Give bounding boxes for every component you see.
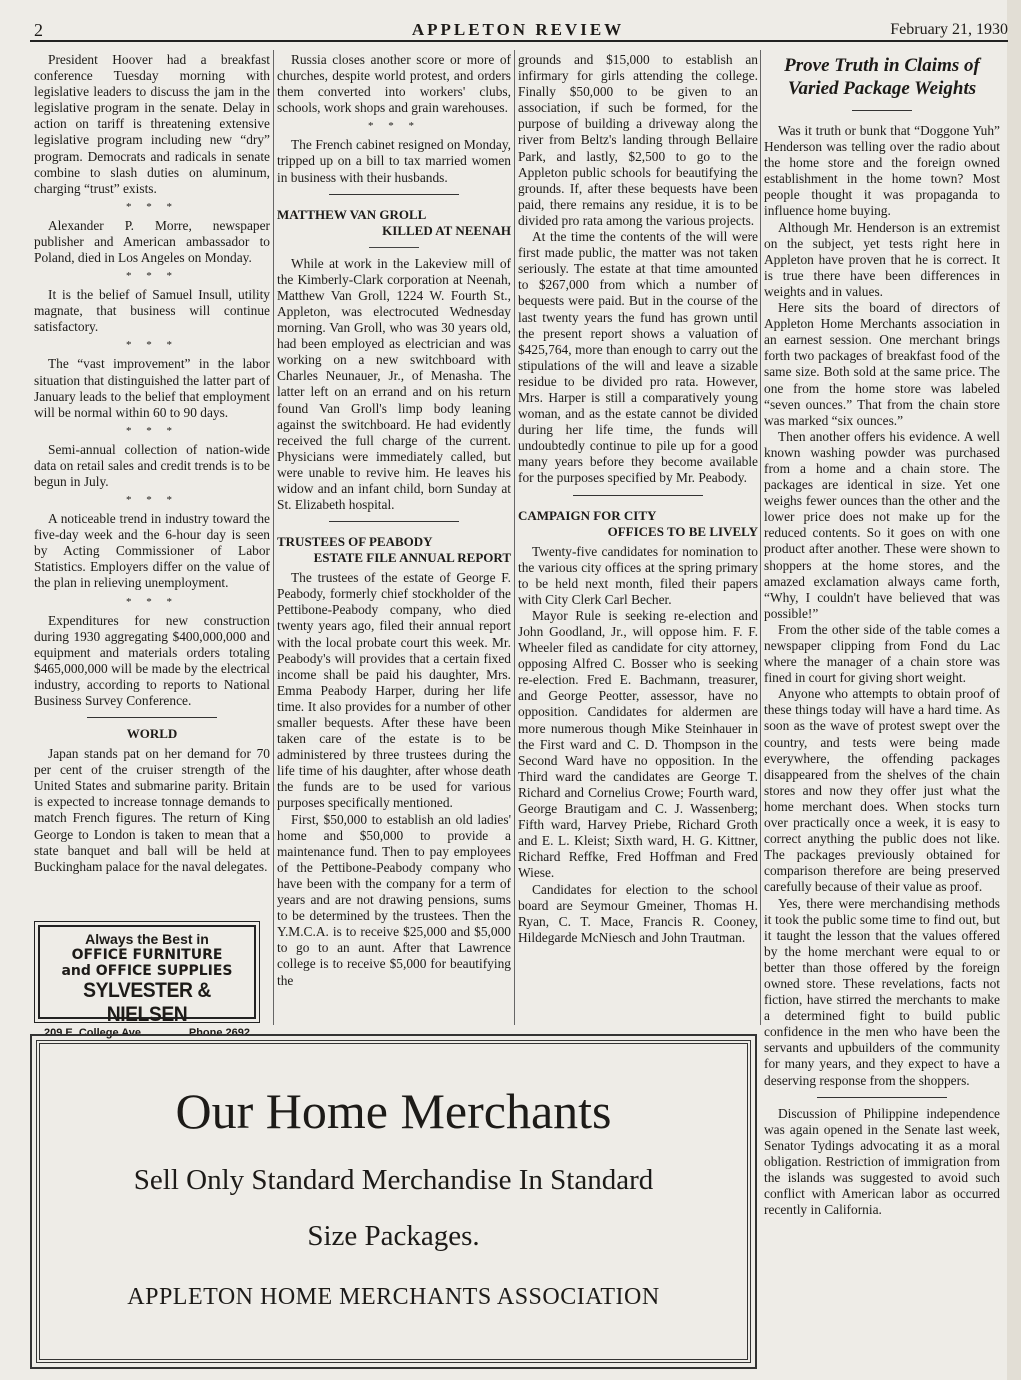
article-paragraph: Anyone who attempts to obtain proof of these things today will have a hard time. As soon as the wave of protest swept over the country, and tests were being made everywhere, the offending packages disappeared from the shelves of the chain stores and now they offer just what the home merchant does. When stocks turn over practically once a week, it is easy to correct anything the public does not like. The packages previously obtained for comparison therefore are being preserved carefully because of their value as proof. <box>764 686 1000 895</box>
ad-tagline: Always the Best in <box>85 931 209 947</box>
home-merchants-ad <box>30 1034 757 1369</box>
article-title <box>764 54 1000 100</box>
news-item: Japan stands pat on her demand for 70 per cent of the cruiser strength of the United States and submarine parity. Britain is expected to increase tonnage demands to match French figures. The return of King George to London is taken to mean that a state banquet and ball will be held at Buckingham palace for the naval delegates. <box>34 746 270 874</box>
section-rule <box>329 194 459 195</box>
headline-line: TRUSTEES OF PEABODY <box>277 534 433 550</box>
headline-line: ESTATE FILE ANNUAL REPORT <box>313 550 511 566</box>
news-item: The “vast improvement” in the labor situation that distinguished the latter part of January leads to the belief that employment will be normal within 60 to 90 days. <box>34 356 270 420</box>
column-package-weights <box>764 52 1000 1218</box>
news-item: Alexander P. Morre, newspaper publisher and American ambassador to Poland, died in Los Angeles on Monday. <box>34 217 270 266</box>
section-rule <box>573 495 703 496</box>
news-item: President Hoover had a breakfast conference Tuesday morning with legislative leaders to discuss the jam in the legislative program in the senate. Delay in action on tariff is threatening extensive legislative program including new “dry” program. Democrats and radicals in senate combine to slash duties on aluminum, charging “trust” exists. <box>34 52 270 196</box>
page-header <box>28 14 1008 40</box>
article-paragraph: Candidates for election to the school board are Seymour Gmeiner, Thomas H. Ryan, C. T. Mace, Francis R. Cooney, Hildegarde McNiesch and John Trautman. <box>518 881 758 945</box>
headline-peabody-estate <box>277 534 511 566</box>
separator-stars: * * * <box>126 200 178 213</box>
ad-signature: APPLETON HOME MERCHANTS ASSOCIATION <box>127 1284 660 1310</box>
world-heading: WORLD <box>126 726 178 742</box>
separator-stars: * * * <box>126 339 178 352</box>
ad-line: OFFICE FURNITURE <box>71 947 223 963</box>
separator-stars: * * * <box>126 595 178 608</box>
masthead: APPLETON REVIEW <box>411 20 625 39</box>
separator-stars: * * * <box>368 120 420 133</box>
header-rule <box>30 40 1008 42</box>
article-paragraph: Twenty-five candidates for nomination to the various city offices at the spring primary to be held next month, filed their papers with City Clerk Carl Becher. <box>518 543 758 607</box>
column-world-local <box>277 52 511 989</box>
separator-stars: * * * <box>126 424 178 437</box>
article-paragraph: Mayor Rule is seeking re-election and John Goodland, Jr., will oppose him. F. F. Wheeler filed as candidate for city attorney, opposing Alfred C. Bosser who is seeking re-election. Fred E. Bachmann, treasurer, and George Peotter, assessor, have no opposition. Candidates for aldermen are more numerous though Mike Steinhauer in the First ward and C. D. Thompson in the Second Ward have no opposition. In the Third ward the candidates are George T. Richard and Cornelius Crowe; Fourth ward, George Brautigam and C. J. Wassenberg; Fifth ward, Harvey Priebe, Richard Groth and E. L. Kleist; Sixth ward, H. G. Kittner, Richard Reffke, Fred Hoffman and Fred Wiese. <box>518 607 758 881</box>
headline-line: KILLED AT NEENAH <box>382 222 511 238</box>
article-paragraph: While at work in the Lakeview mill of the Kimberly-Clark corporation at Neenah, Matthew Van Groll, 1224 W. Fourth St., Appleton, was electrocuted Wednesday morning. Van Groll, who was 30 years old, had been employed as electrician and was working on a new switchboard with Charles Neunauer, Jr., of Menasha. The latter left on an errand and on his return found Van Groll's limp body leaning against the switchboard. He had evidently received the full charge of the current. Physicians were immediately called, but were unable to revive him. He leaves his widow and an infant child, born Sunday at St. Elizabeth hospital. <box>277 255 511 513</box>
ad-subhead: Sell Only Standard Merchandise In Standard <box>133 1164 654 1196</box>
news-item: Russia closes another score or more of churches, despite world protest, and orders them converted into workers' clubs, schools, work shops and grain warehouses. <box>277 52 511 116</box>
title-line: Prove Truth in Claims of <box>784 55 980 76</box>
article-paragraph: At the time the contents of the will were first made public, the matter was not taken seriously. The estate at that time amounted to $267,000 from which a number of bequests were paid. But in the course of the last twenty years the fund has grown until the present report shows a valuation of $425,764, more than enough to carry out the stipulations of the will and leave a sizable residue to be divided pro rata. However, Mrs. Harper is still a comparatively young woman, and as the estate cannot be divided during her life time, the funds will undoubtedly continue to pile up for a good many years before they become available for the purposes specified by Mr. Peabody. <box>518 229 758 486</box>
column-divider <box>514 50 515 1025</box>
article-paragraph: First, $50,000 to establish an old ladies' home and $50,000 to provide a maintenance fund. Then to pay employees of the Pettibone-Peabody company who have been with the company for a term of years and are not drawing pensions, sums to be determined by the trustees. Then the Y.M.C.A. is to receive $25,000 and $5,000 to go to an aunt. After that Lawrence college is to receive $5,000 for beautifying the <box>277 811 511 988</box>
article-paragraph: Here sits the board of directors of Appleton Home Merchants association in an earnest session. One merchant brings forth two packages of breakfast food of the same size. Both sold at the same price. The one from the home store was labeled “seven ounces.” That from the chain store was marked “six ounces.” <box>764 300 1000 428</box>
title-line: Varied Package Weights <box>787 78 977 99</box>
page-number: 2 <box>34 20 43 40</box>
headline-van-groll <box>277 207 511 239</box>
separator-stars: * * * <box>126 270 178 283</box>
office-furniture-ad <box>34 921 260 1039</box>
ad-address: 209 E. College Ave. <box>44 1027 145 1039</box>
news-item: Expenditures for new construction during 1930 aggregating $400,000,000 and equipment and materials orders totaling $465,000,000 will be made by the electrical industry, according to reports to National Business Survey Conference. <box>34 612 270 708</box>
column-local-news <box>518 52 758 946</box>
section-rule <box>329 521 459 522</box>
headline-line: MATTHEW VAN GROLL <box>277 206 427 222</box>
column-national-news <box>34 52 270 875</box>
article-paragraph: grounds and $15,000 to establish an infirmary for girls attending the college. Finally $50,000 to be given to an association, if such be formed, for the purpose of building a driveway along the river from Beltz's landing through Bellaire Park, and lastly, $2,500 to go to the Appleton public schools for beautifying the grounds. If, after these bequests have been paid, there remains any residue, it is to be divided pro rata among the various projects. <box>518 52 758 228</box>
short-rule <box>369 247 419 248</box>
section-rule <box>817 1097 947 1098</box>
section-rule <box>852 110 912 111</box>
article-paragraph: Then another offers his evidence. A well known washing powder was purchased from a home and a chain store. The packages are identical in size. Yet one weighs fewer ounces than the other and the lower price does not make up for the reduced contents. So it goes on with one product after another. These were shown to shoppers at the home stores, and the amazed exclamation always came forth, “Why, I couldn't have believed that was possible!” <box>764 428 1000 621</box>
page-edge <box>1007 0 1021 1380</box>
article-paragraph: Was it truth or bunk that “Doggone Yuh” Henderson was telling over the radio about the home store and the foreign owned establishment in the home town? Most people thought it was propaganda to influence home buying. <box>764 123 1000 219</box>
article-paragraph: Although Mr. Henderson is an extremist on the subject, yet tests right here in Appleton have proven that he is correct. It is true there have been differences in weights and in values. <box>764 219 1000 299</box>
news-item: It is the belief of Samuel Insull, utility magnate, that business will continue satisfactory. <box>34 287 270 335</box>
headline-line: CAMPAIGN FOR CITY <box>518 507 657 523</box>
ad-line: and OFFICE SUPPLIES <box>61 963 233 979</box>
section-rule <box>87 717 217 718</box>
separator-stars: * * * <box>126 494 178 507</box>
ad-company-name: SYLVESTER & NIELSEN <box>83 979 211 1026</box>
article-paragraph: The trustees of the estate of George F. Peabody, formerly chief stockholder of the Pettibone-Peabody company, who died twenty years ago, filed their annual report with the local probate court this week. Mr. Peabody's will provides that a certain fixed income shall be paid his daughter, Mrs. Emma Peabody Harper, during her life time. It also provides for a number of other smaller bequests. After these have been taken care of the estate is to be administered by three trustees during the life time of his daughter, after whose death the funds are to be used for various purposes specifically mentioned. <box>277 570 511 811</box>
news-item: Discussion of Philippine independence was again opened in the Senate last week, Senator Tydings advocating it as a moral obligation. Restriction of immigration from the islands was suggested to avoid such conflict with American labor as occurred recently in California. <box>764 1105 1000 1218</box>
news-item: Semi-annual collection of nation-wide data on retail sales and credit trends is to be begun in July. <box>34 441 270 489</box>
article-paragraph: Yes, there were merchandising methods it took the public some time to find out, but it taught the lesson that the values offered by the home merchant were equal to or better than those offered by the foreign owned store. These revelations, facts not fiction, have stirred the merchants to make a determined fight to build public confidence in the men who have been the servants and upbuilders of the community for many years, and they expect to have a deserving response from the shoppers. <box>764 895 1000 1088</box>
issue-date: February 21, 1930 <box>890 21 1008 38</box>
article-paragraph: From the other side of the table comes a newspaper clipping from Fond du Lac where the manager of a chain store was fined in court for giving short weight. <box>764 621 1000 686</box>
news-item: A noticeable trend in industry toward the five-day week and the 6-hour day is seen by Acting Commissioner of Labor Statistics. Employers differ on the value of the plan in relieving unemployment. <box>34 511 270 591</box>
news-item: The French cabinet resigned on Monday, tripped up on a bill to tax married women in business with their husbands. <box>277 137 511 185</box>
column-divider <box>760 50 761 1025</box>
headline-line: OFFICES TO BE LIVELY <box>607 523 758 539</box>
ad-subhead: Size Packages. <box>307 1220 480 1252</box>
column-divider <box>273 50 274 1025</box>
headline-city-campaign <box>518 508 758 540</box>
ad-headline: Our Home Merchants <box>175 1083 612 1139</box>
ad-phone: Phone 2692 <box>188 1027 250 1039</box>
